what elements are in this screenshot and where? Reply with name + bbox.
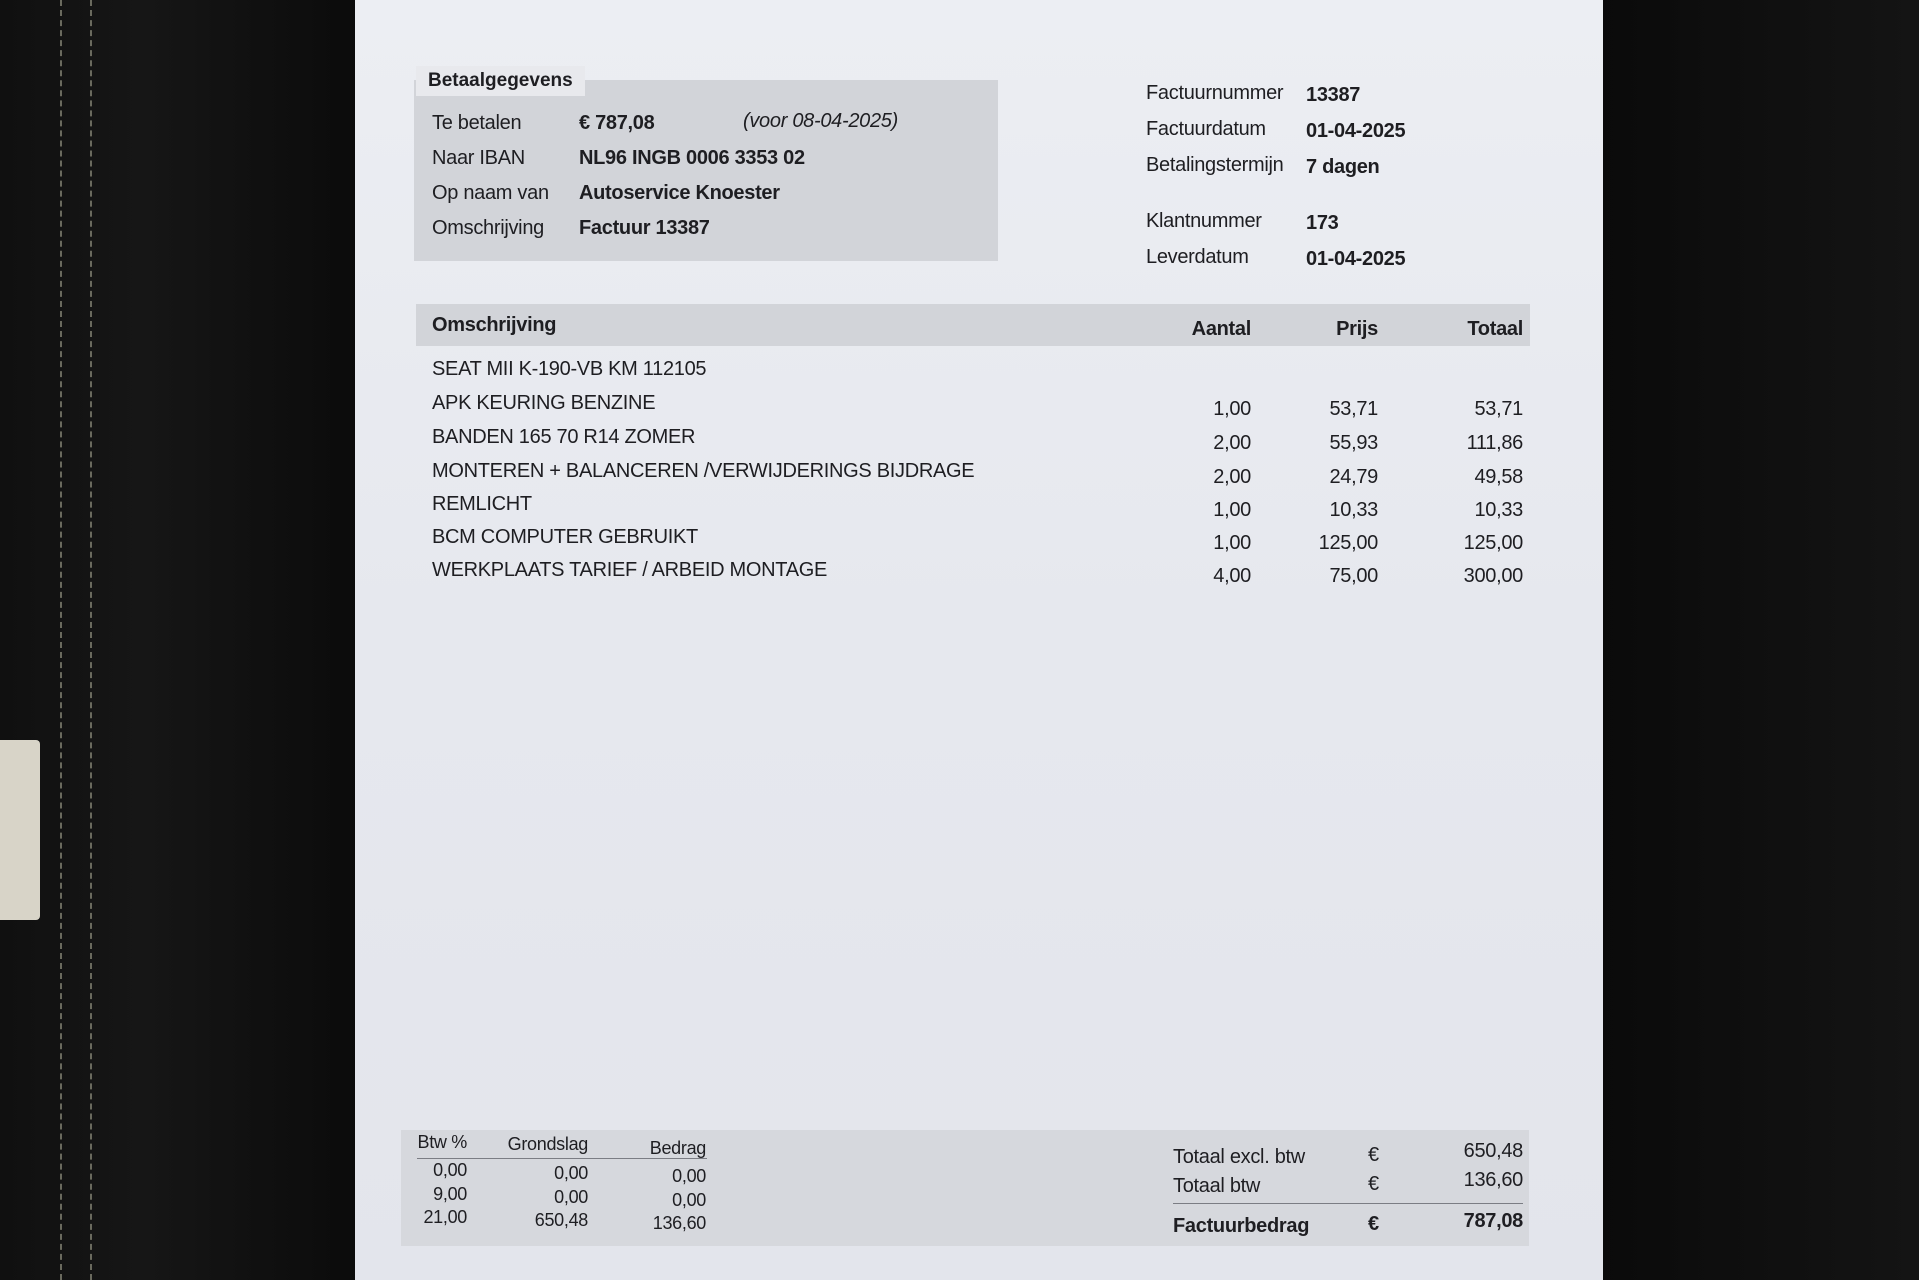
payment-label: Op naam van xyxy=(432,182,549,204)
line-price: 75,00 xyxy=(1329,565,1378,587)
vat-header-rule xyxy=(417,1158,707,1159)
currency-symbol: € xyxy=(1368,1213,1379,1235)
vat-rate: 9,00 xyxy=(433,1184,467,1204)
invoice-total: 787,08 xyxy=(1463,1210,1523,1232)
invoice-date: 01-04-2025 xyxy=(1306,120,1406,142)
line-price: 55,93 xyxy=(1329,432,1378,454)
col-desc: Omschrijving xyxy=(432,314,557,336)
currency-symbol: € xyxy=(1368,1144,1379,1166)
vat-col-base: Grondslag xyxy=(507,1134,588,1154)
vat-rate: 21,00 xyxy=(423,1207,467,1227)
total-vat: 136,60 xyxy=(1463,1169,1523,1191)
line-price: 10,33 xyxy=(1329,499,1378,521)
vat-amount: 0,00 xyxy=(672,1166,706,1186)
meta-label: Betalingstermijn xyxy=(1146,154,1284,176)
totals-label: Totaal btw xyxy=(1173,1175,1261,1197)
payment-label: Naar IBAN xyxy=(432,147,525,169)
meta-label: Factuurdatum xyxy=(1146,118,1266,140)
delivery-date: 01-04-2025 xyxy=(1306,248,1406,270)
line-quantity: 1,00 xyxy=(1213,499,1251,521)
vat-col-amount: Bedrag xyxy=(649,1138,706,1158)
payment-due-note: (voor 08-04-2025) xyxy=(743,110,898,132)
car-seat-left xyxy=(0,0,360,1280)
currency-symbol: € xyxy=(1368,1173,1379,1195)
col-price: Prijs xyxy=(1336,318,1378,340)
payment-recipient: Autoservice Knoester xyxy=(579,182,780,204)
seat-tag xyxy=(0,740,40,920)
line-description: SEAT MII K-190-VB KM 112105 xyxy=(432,358,707,380)
line-description: WERKPLAATS TARIEF / ARBEID MONTAGE xyxy=(432,559,828,581)
totals-label: Factuurbedrag xyxy=(1173,1215,1310,1237)
customer-number: 173 xyxy=(1306,212,1339,234)
vat-base: 650,48 xyxy=(534,1210,588,1230)
col-qty: Aantal xyxy=(1191,318,1251,340)
meta-label: Klantnummer xyxy=(1146,210,1262,232)
line-total: 10,33 xyxy=(1474,499,1523,521)
line-description: BCM COMPUTER GEBRUIKT xyxy=(432,526,698,548)
col-total: Totaal xyxy=(1467,318,1523,340)
line-quantity: 1,00 xyxy=(1213,398,1251,420)
line-quantity: 4,00 xyxy=(1213,565,1251,587)
payment-title: Betaalgegevens xyxy=(416,66,585,96)
seat-stitching xyxy=(90,0,92,1280)
payment-term: 7 dagen xyxy=(1306,156,1380,178)
vat-amount: 136,60 xyxy=(652,1213,706,1233)
line-total: 111,86 xyxy=(1466,432,1523,454)
meta-label: Factuurnummer xyxy=(1146,82,1284,104)
line-price: 53,71 xyxy=(1329,398,1378,420)
line-total: 300,00 xyxy=(1463,565,1523,587)
line-quantity: 2,00 xyxy=(1213,466,1251,488)
line-description: APK KEURING BENZINE xyxy=(432,392,656,414)
vat-base: 0,00 xyxy=(554,1187,588,1207)
payment-iban: NL96 INGB 0006 3353 02 xyxy=(579,147,805,169)
vat-col-pct: Btw % xyxy=(417,1132,467,1152)
line-price: 24,79 xyxy=(1329,466,1378,488)
total-excl-vat: 650,48 xyxy=(1463,1140,1523,1162)
line-quantity: 1,00 xyxy=(1213,532,1251,554)
payment-reference: Factuur 13387 xyxy=(579,217,710,239)
totals-rule xyxy=(1173,1203,1523,1204)
car-seat-right xyxy=(1589,0,1919,1280)
line-description: REMLICHT xyxy=(432,493,532,515)
vat-base: 0,00 xyxy=(554,1163,588,1183)
vat-rate: 0,00 xyxy=(433,1160,467,1180)
line-total: 49,58 xyxy=(1474,466,1523,488)
meta-label: Leverdatum xyxy=(1146,246,1249,268)
line-price: 125,00 xyxy=(1318,532,1378,554)
line-description: MONTEREN + BALANCEREN /VERWIJDERINGS BIJDRAGE xyxy=(432,460,975,482)
payment-label: Te betalen xyxy=(432,112,522,134)
line-total: 53,71 xyxy=(1474,398,1523,420)
invoice-paper xyxy=(355,0,1603,1280)
seat-stitching xyxy=(60,0,62,1280)
payment-label: Omschrijving xyxy=(432,217,544,239)
line-quantity: 2,00 xyxy=(1213,432,1251,454)
totals-label: Totaal excl. btw xyxy=(1173,1146,1305,1168)
invoice-number: 13387 xyxy=(1306,84,1361,106)
line-description: BANDEN 165 70 R14 ZOMER xyxy=(432,426,696,448)
payment-amount: € 787,08 xyxy=(579,112,655,134)
vat-amount: 0,00 xyxy=(672,1190,706,1210)
line-total: 125,00 xyxy=(1463,532,1523,554)
